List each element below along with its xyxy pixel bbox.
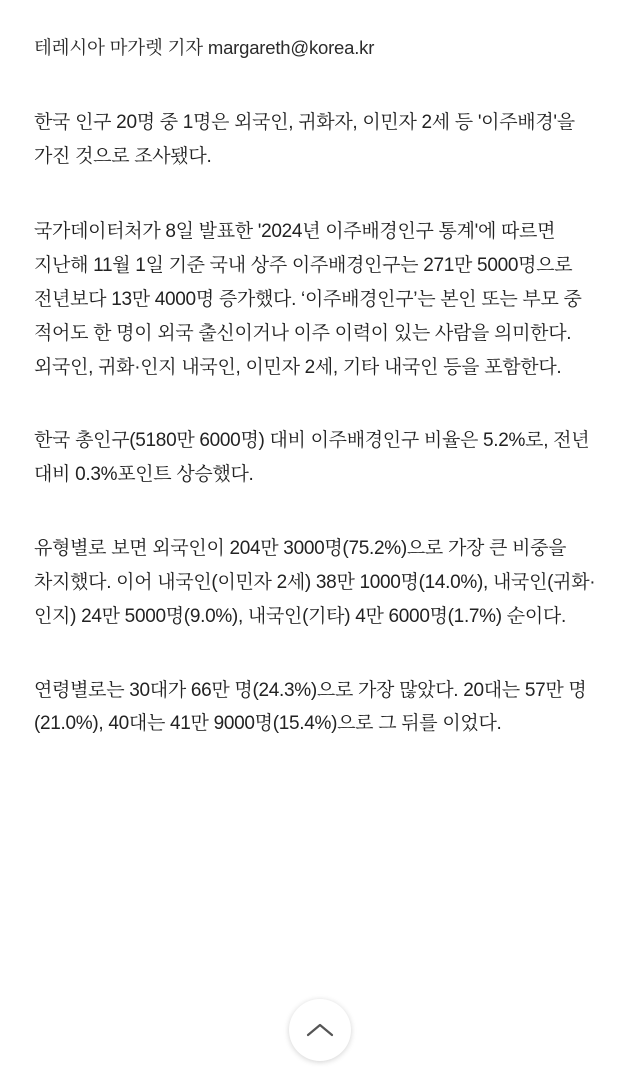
scroll-to-top-button[interactable]	[289, 999, 351, 1061]
spacer	[34, 62, 606, 106]
spacer	[34, 634, 606, 674]
article-paragraph: 국가데이터처가 8일 발표한 '2024년 이주배경인구 통계'에 따르면 지난해 11월 1일 기준 국내 상주 이주배경인구는 271만 5000명으로 전년보다 13만 4000명 증가했다. ‘이주배경인구’는 본인 또는 부모 중 적어도 한 명이 외국 출신이거나 이주 이력이 있는 사람을 의미한다. 외국인, 귀화·인지 내국인, 이민자 2세, 기타 내국인 등을 포함한다.	[34, 221, 582, 378]
spacer	[34, 492, 606, 532]
article-paragraph: 한국 인구 20명 중 1명은 외국인, 귀화자, 이민자 2세 등 '이주배경'을 가진 것으로 조사됐다.	[34, 111, 575, 167]
spacer	[34, 384, 606, 424]
scrollbar[interactable]	[635, 0, 639, 1067]
chevron-up-icon	[305, 1020, 335, 1040]
article-byline: 테레시아 마가렛 기자 margareth@korea.kr	[34, 37, 375, 58]
article-paragraph: 연령별로는 30대가 66만 명(24.3%)으로 가장 많았다. 20대는 57만 명(21.0%), 40대는 41만 9000명(15.4%)으로 그 뒤를 이었다.	[34, 679, 587, 735]
article-paragraph: 한국 총인구(5180만 6000명) 대비 이주배경인구 비율은 5.2%로, 전년 대비 0.3%포인트 상승했다.	[34, 430, 590, 486]
scrollbar-thumb[interactable]	[634, 250, 638, 550]
article-paragraph: 유형별로 보면 외국인이 204만 3000명(75.2%)으로 가장 큰 비중을 차지했다. 이어 내국인(이민자 2세) 38만 1000명(14.0%), 내국인(귀화·인지) 24만 5000명(9.0%), 내국인(기타) 4만 6000명(1.7%) 순이다.	[34, 538, 596, 627]
spacer	[34, 173, 606, 215]
